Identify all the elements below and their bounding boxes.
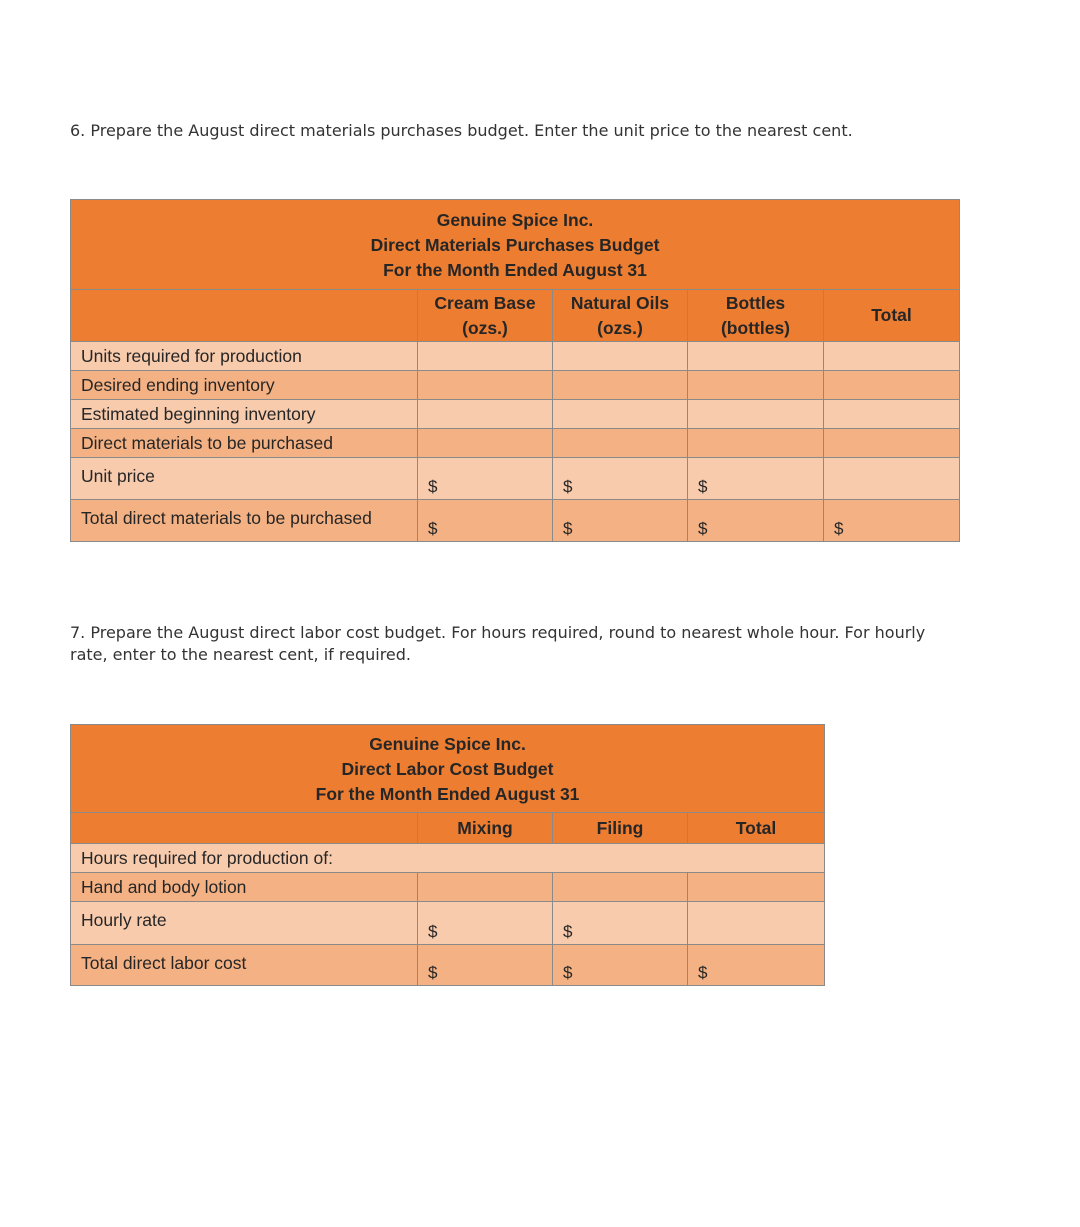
input-cell-total-units-required[interactable] bbox=[824, 342, 960, 371]
column-header-line: Natural Oils bbox=[570, 292, 670, 313]
budget-period: For the Month Ended August 31 bbox=[315, 784, 580, 804]
input-cell-cream-base-to-purchase[interactable] bbox=[418, 429, 553, 458]
input-cell-filing-hourly-rate[interactable]: $ bbox=[553, 902, 688, 945]
input-cell-filing-hours[interactable] bbox=[553, 873, 688, 902]
budget-title-block bbox=[71, 200, 960, 290]
row-label-units-required: Units required for production bbox=[71, 342, 418, 371]
column-header-line: Total bbox=[871, 305, 912, 325]
company-name: Genuine Spice Inc. bbox=[436, 210, 594, 230]
row-label-total-direct-materials: Total direct materials to be purchased bbox=[71, 500, 418, 542]
input-cell-natural-oils-ending-inventory[interactable] bbox=[553, 371, 688, 400]
input-cell-grand-total-cost[interactable]: $ bbox=[824, 500, 960, 542]
input-cell-natural-oils-to-purchase[interactable] bbox=[553, 429, 688, 458]
budget-title-block bbox=[71, 725, 825, 813]
input-cell-total-labor-cost[interactable]: $ bbox=[688, 945, 825, 986]
input-cell-bottles-total-cost[interactable]: $ bbox=[688, 500, 824, 542]
column-header-unit: (ozs.) bbox=[462, 317, 508, 338]
input-cell-filing-labor-cost[interactable]: $ bbox=[553, 945, 688, 986]
input-cell-cream-base-beginning-inventory[interactable] bbox=[418, 400, 553, 429]
input-cell-bottles-to-purchase[interactable] bbox=[688, 429, 824, 458]
input-cell-bottles-ending-inventory[interactable] bbox=[688, 371, 824, 400]
row-label-materials-to-be-purchased: Direct materials to be purchased bbox=[71, 429, 418, 458]
input-cell-total-unit-price[interactable] bbox=[824, 458, 960, 500]
budget-title: Direct Labor Cost Budget bbox=[341, 759, 554, 779]
input-cell-total-ending-inventory[interactable] bbox=[824, 371, 960, 400]
row-label-hourly-rate: Hourly rate bbox=[71, 902, 418, 945]
input-cell-natural-oils-unit-price[interactable]: $ bbox=[553, 458, 688, 500]
input-cell-bottles-unit-price[interactable]: $ bbox=[688, 458, 824, 500]
row-label-unit-price: Unit price bbox=[71, 458, 418, 500]
column-header-line: Bottles bbox=[725, 292, 786, 313]
column-header-unit: (bottles) bbox=[720, 317, 791, 338]
header-blank-cell bbox=[71, 290, 418, 342]
input-cell-cream-base-units-required[interactable] bbox=[418, 342, 553, 371]
company-name: Genuine Spice Inc. bbox=[369, 734, 526, 754]
input-cell-total-hourly-rate[interactable] bbox=[688, 902, 825, 945]
input-cell-total-to-purchase[interactable] bbox=[824, 429, 960, 458]
column-header-natural-oils bbox=[553, 290, 688, 342]
column-header-total: Total bbox=[688, 813, 825, 844]
question-7-text: 7. Prepare the August direct labor cost budget. For hours required, round to nearest whole hour. For hourly rate, enter to the nearest cent, if required. bbox=[70, 623, 926, 664]
input-cell-mixing-labor-cost[interactable]: $ bbox=[418, 945, 553, 986]
row-label-estimated-beginning-inventory: Estimated beginning inventory bbox=[71, 400, 418, 429]
input-cell-natural-oils-units-required[interactable] bbox=[553, 342, 688, 371]
input-cell-cream-base-unit-price[interactable]: $ bbox=[418, 458, 553, 500]
budget-period: For the Month Ended August 31 bbox=[383, 260, 647, 280]
input-cell-cream-base-ending-inventory[interactable] bbox=[418, 371, 553, 400]
direct-materials-purchases-budget bbox=[70, 199, 960, 542]
row-label-total-direct-labor-cost: Total direct labor cost bbox=[71, 945, 418, 986]
column-header-mixing: Mixing bbox=[418, 813, 553, 844]
column-header-line: Cream Base bbox=[434, 292, 536, 313]
input-cell-bottles-beginning-inventory[interactable] bbox=[688, 400, 824, 429]
column-header-cream-base bbox=[418, 290, 553, 342]
input-cell-mixing-hourly-rate[interactable]: $ bbox=[418, 902, 553, 945]
question-6-text: 6. Prepare the August direct materials purchases budget. Enter the unit price to the nearest cent. bbox=[70, 121, 853, 140]
row-label-hand-and-body-lotion: Hand and body lotion bbox=[71, 873, 418, 902]
input-cell-total-beginning-inventory[interactable] bbox=[824, 400, 960, 429]
input-cell-bottles-units-required[interactable] bbox=[688, 342, 824, 371]
input-cell-mixing-hours[interactable] bbox=[418, 873, 553, 902]
header-blank-cell bbox=[71, 813, 418, 844]
input-cell-natural-oils-beginning-inventory[interactable] bbox=[553, 400, 688, 429]
budget-title: Direct Materials Purchases Budget bbox=[370, 235, 660, 255]
input-cell-total-hours[interactable] bbox=[688, 873, 825, 902]
row-label-desired-ending-inventory: Desired ending inventory bbox=[71, 371, 418, 400]
row-label-hours-required: Hours required for production of: bbox=[71, 844, 825, 873]
column-header-unit: (ozs.) bbox=[597, 317, 643, 338]
column-header-total bbox=[824, 290, 960, 342]
input-cell-cream-base-total-cost[interactable]: $ bbox=[418, 500, 553, 542]
direct-labor-cost-budget bbox=[70, 724, 825, 986]
column-header-filing: Filing bbox=[553, 813, 688, 844]
input-cell-natural-oils-total-cost[interactable]: $ bbox=[553, 500, 688, 542]
column-header-bottles bbox=[688, 290, 824, 342]
